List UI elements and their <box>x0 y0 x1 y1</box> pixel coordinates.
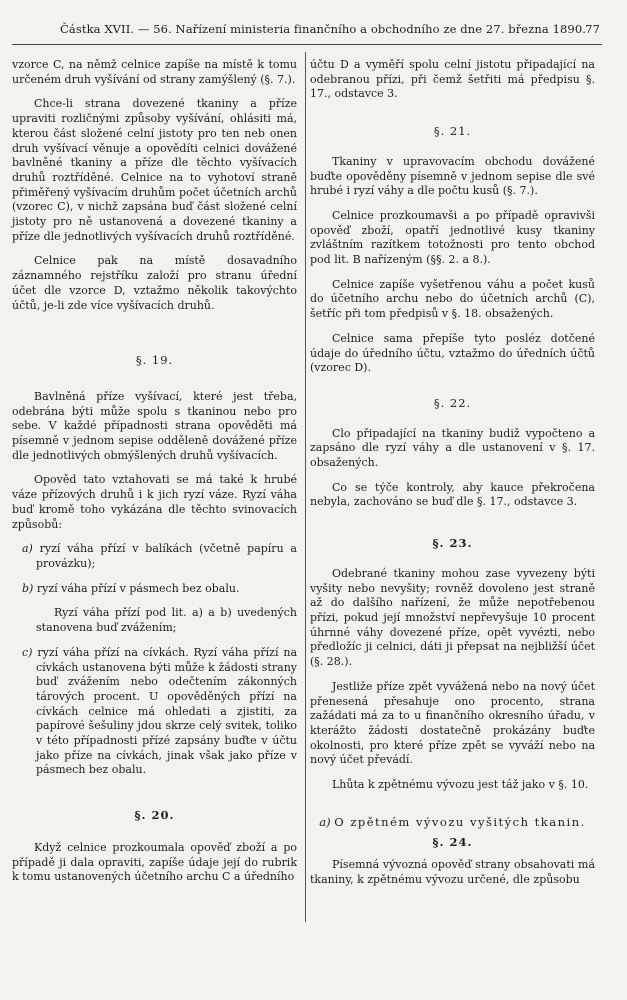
page-number: 77 <box>585 22 600 36</box>
list-item <box>12 542 297 571</box>
subsection-marker: a) <box>319 814 331 829</box>
paragraph: Písemná vývozná opověď strany obsahovati má tkaniny, k zpětnému vývozu určené, dle způsobu <box>310 858 595 886</box>
paragraph: Lhůta k zpětnému vývozu jest táž jako v §. 10. <box>332 778 589 792</box>
item-marker: c) <box>22 645 33 659</box>
paragraph: Celnice prozkoumavši a po případě opravivši opověď zboží, opatří jednotlivé kusy tkaniny zvláštním razítkem totožnosti pro tento obchod pod lit. B nařízeným (§§. 2. a 8.). <box>310 208 595 267</box>
paragraph: Opověd tato vztahovati se má také k hrubé váze přízových druhů i k jich ryzí váze. Ryzí váha buď kromě toho vykázána dle těchto svinovacích způsobů: <box>12 473 297 531</box>
paragraph: Odebrané tkaniny mohou zase vyvezeny býti vyšity nebo nevyšity; rovněž dovoleno jest straně až do dalšího nařízení, že může nepotřebenou přízi, pokud její množství nepřevyšuje 10 procent úhrnné váhy dovezené příze, opět vyvézti, nebo předložíc ji celnici, dáti ji přepsat na nejbližší účet (§. 28.). <box>310 566 595 669</box>
column-divider <box>305 52 306 922</box>
paragraph: Celnice sama přepíše tyto posléz dotčené údaje do úředního účtu, vztažmo do úředních účtů (vzorec D). <box>310 331 595 375</box>
item-marker: b) <box>22 581 34 595</box>
section-heading: §. 24. <box>432 835 473 850</box>
running-title: Částka XVII. — 56. Nařízení ministeria finančního a obchodního ze dne 27. března 1890. <box>60 22 586 36</box>
paragraph: Celnice zapíše vyšetřenou váhu a počet kusů do účetního archu nebo do účetních archů (C), šetříc při tom předpisů v §. 18. obsažených. <box>310 277 595 321</box>
paragraph: Ryzí váha přízí pod lit. a) a b) uvedených stanovena buď zvážením; <box>36 606 297 635</box>
paragraph: Chce-li strana dovezené tkaniny a příze upraviti rozličnými způsoby vyšívání, ohlásiti má, kterou část složené celní jistoty pro ten neb onen druh vyšívací věnuje a opovědíti celnici dovážené bavlněné tkaniny a příze dle těchto vyšívacích druhů roztříděné. Celnice na to vyhotoví straně přiměřený vyšívacím druhům počet účetních archů (vzorec C), v nichž zapsána buď část složené celní jistoty pro ně ustanovená a dovezené tkaniny a příze dle jednotlivých vyšívacích druhů roztříděné. <box>12 97 297 243</box>
list-item <box>12 582 297 597</box>
item-text: ryzí váha přízí v pásmech bez obalu. <box>36 581 240 595</box>
paragraph: vzorce C, na němž celnice zapíše na místě k tomu určeném druh vyšívání od strany zamýšlený (§. 7.). <box>12 58 297 86</box>
section-heading: §. 23. <box>432 536 473 551</box>
header-rule <box>12 44 602 45</box>
paragraph: Clo připadající na tkaniny budiž vypočteno a zapsáno dle ryzí váhy a dle ustanovení v §. 17. obsažených. <box>310 426 595 470</box>
paragraph: účtu D a vyměří spolu celní jistotu připadající na odebranou přízi, při čemž šetřiti má předpisu §. 17., odstavce 3. <box>310 58 595 101</box>
left-column <box>12 58 297 895</box>
list-item <box>12 646 297 778</box>
item-marker: a) <box>22 542 33 556</box>
subsection-heading <box>310 815 595 830</box>
paragraph: Když celnice prozkoumala opověď zboží a po případě ji dala opraviti, zapíše údaje její do rubrik k tomu ustanovených účetního archu C a úředního <box>12 840 297 884</box>
paragraph: Co se týče kontroly, aby kauce překročena nebyla, zachováno se buď dle §. 17., odstavce 3. <box>310 480 595 509</box>
item-text: ryzí váha přízí v balíkách (včetně papíru a provázku); <box>36 542 297 570</box>
paragraph: Bavlněná příze vyšívací, které jest třeba, odebrána býti může spolu s tkaninou nebo pro sebe. V každé případnosti strana opověděti má písemně v jednom sepise odděleně dovážené příze dle jednotlivých obmýšlených druhů vyšívacích. <box>12 389 297 462</box>
section-heading: §. 21. <box>433 124 472 139</box>
paragraph: Jestliže příze zpět vyvážená nebo na nový účet přenesená přesahuje ono procento, strana zažádati má za to u finančního okresního úřadu, v kterážto žádosti dostatečně prokázány buďte okolnosti, pro které příze zpět se vyváží nebo na nový účet převádí. <box>310 679 595 767</box>
section-heading: §. 19. <box>135 353 174 368</box>
section-heading: §. 20. <box>134 808 175 823</box>
subsection-title: O zpětném vývozu vyšitých tkanin. <box>334 814 586 829</box>
right-column <box>310 58 595 898</box>
item-text: ryzí váha přízí na cívkách. Ryzí váha přízí na cívkách ustanovena býti může k žádosti strany buď zvážením nebo odečtením zákonných tárových procent. U opověděných přízí na cívkách celnice má ohledati a zjistiti, za papírové šešuliny jdou skrze celý svitek, toliko v této případnosti přízé zapsány buďte v účtu jako příze na cívkách, jinak však jako příze v pásmech bez obalu. <box>36 645 297 777</box>
paragraph: Celnice pak na místě dosavadního záznamného rejstříku založí pro stranu úřední účet dle vzorce D, vztažmo několik takovýchto účtů, je-li zde více vyšívacích druhů. <box>12 254 297 312</box>
paragraph: Tkaniny v upravovacím obchodu dovážené buďte opověděny písemně v jednom sepise dle své hrubé i ryzí váhy a dle počtu kusů (§. 7.). <box>310 154 595 198</box>
section-heading: §. 22. <box>433 395 472 410</box>
